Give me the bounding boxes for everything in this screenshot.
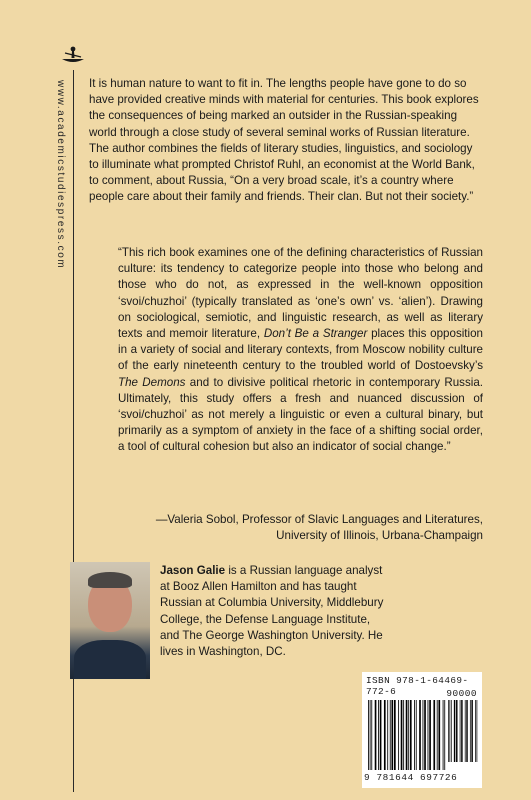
barcode-bar: [438, 700, 440, 770]
barcode-bar: [444, 700, 445, 770]
barcode-digits: 9 781644 697726: [364, 772, 458, 783]
quote-part-2: places this opposition in a variety of social and literary contexts, from Moscow nobility culture of the early nineteenth century to the troubled world of Dostoevsky’s: [118, 327, 484, 373]
barcode-bar: [408, 700, 409, 770]
barcode-bar: [380, 700, 382, 770]
blurb-intro: It is human nature to want to fit in. The lengths people have gone to do so have provided creative minds with material for centuries. This book explores the consequences of being marked an outsider in the Russian-speaking world through a close study of several seminal works of Russian literature. The author combines the fields of literary studies, linguistics, and sociology to illuminate what prompted Christof Ruhl, an economist at the World Bank, to comment, about Russia, “On a very broad scale, it’s a country where people care about their family and friends. Their clan. But not their society.”: [89, 77, 479, 204]
barcode-bar: [466, 700, 467, 762]
barcode-bar: [401, 700, 403, 770]
endorser-name: —Valeria Sobol, Professor of Slavic Languages and Literatures,: [155, 513, 483, 526]
barcode-bar: [456, 700, 457, 762]
barcode-bars: [368, 700, 446, 770]
barcode-bar: [371, 700, 372, 770]
isbn-label: ISBN 978-1-64469-772-6: [366, 675, 469, 697]
barcode-bar: [424, 700, 426, 770]
barcode-bar: [368, 700, 369, 770]
barcode-bar: [477, 700, 478, 762]
publisher-url: www.academicstudiespress.com: [55, 80, 66, 270]
barcode-bar: [460, 700, 461, 762]
barcode-bar: [390, 700, 391, 770]
barcode-bar: [384, 700, 386, 770]
barcode-bar: [470, 700, 471, 762]
endorsement-quote: [118, 245, 483, 456]
barcode-bar: [437, 700, 438, 770]
barcode-bar: [406, 700, 408, 770]
quote-part-3: and to divisive political rhetoric in contemporary Russia. Ultimately, this study offers a fresh and nuanced discussion of ‘svoi/chuzhoi’ as not merely a linguistic or even a cultural binary, but primarily as a symptom of anxiety in the face of a shifting social order, a tool of cultural cohesion but also an indicator of social change.”: [118, 375, 484, 454]
barcode-bar: [443, 700, 444, 770]
barcode-bar: [454, 700, 455, 762]
barcode-bar: [451, 700, 452, 762]
barcode-bar: [428, 700, 429, 770]
barcode-bar: [471, 700, 472, 762]
boat-rower-icon: [60, 44, 86, 66]
author-name: Jason Galie: [160, 564, 226, 577]
barcode-bar: [423, 700, 424, 770]
barcode-bar: [461, 700, 462, 762]
barcode-bar: [475, 700, 476, 762]
referenced-title: The Demons: [118, 375, 186, 389]
barcode-bar: [448, 700, 449, 762]
barcode-bar: [403, 700, 404, 770]
barcode-bar: [465, 700, 466, 762]
author-bio-text: is a Russian language analyst at Booz Allen Hamilton and has taught Russian at Columbia University, Middlebury College, the Defense Language Institute, and The George Washington University. He lives in Washington, DC.: [160, 564, 384, 659]
barcode-bar: [370, 700, 371, 770]
author-bio: [160, 563, 390, 660]
barcode-bar: [416, 700, 417, 770]
barcode-bar: [398, 700, 399, 770]
quote-part-1: “This rich book examines one of the defining characteristics of Russian culture: its tendency to categorize people into those who belong and those who do not, as expressed in the well-known opposition ‘svoi/chuzhoi’ (typically translated as ‘one’s own’ vs. ‘alien’). Drawing on sociological, semiotic, and linguistic research, as well as literary texts and memoir literature,: [118, 246, 483, 341]
barcode-bar: [378, 700, 379, 770]
barcode-bar: [394, 700, 396, 770]
barcode-bar: [375, 700, 377, 770]
endorser-affiliation: University of Illinois, Urbana-Champaign: [276, 529, 483, 543]
barcode-bar: [410, 700, 412, 770]
margin-rule: [73, 70, 74, 792]
barcode-bar: [414, 700, 415, 770]
isbn-barcode: [362, 672, 482, 788]
barcode-bar: [433, 700, 435, 770]
endorsement-attribution: [118, 512, 483, 544]
book-title: Don’t Be a Stranger: [263, 327, 368, 341]
barcode-bar: [391, 700, 393, 770]
barcode-bar: [449, 700, 450, 762]
barcode-bar: [419, 700, 421, 770]
price-code: 90000: [446, 688, 477, 699]
barcode-bar: [429, 700, 431, 770]
author-photo: [70, 562, 150, 679]
barcode-bar: [387, 700, 388, 770]
barcode-addon-bars: [448, 700, 478, 770]
